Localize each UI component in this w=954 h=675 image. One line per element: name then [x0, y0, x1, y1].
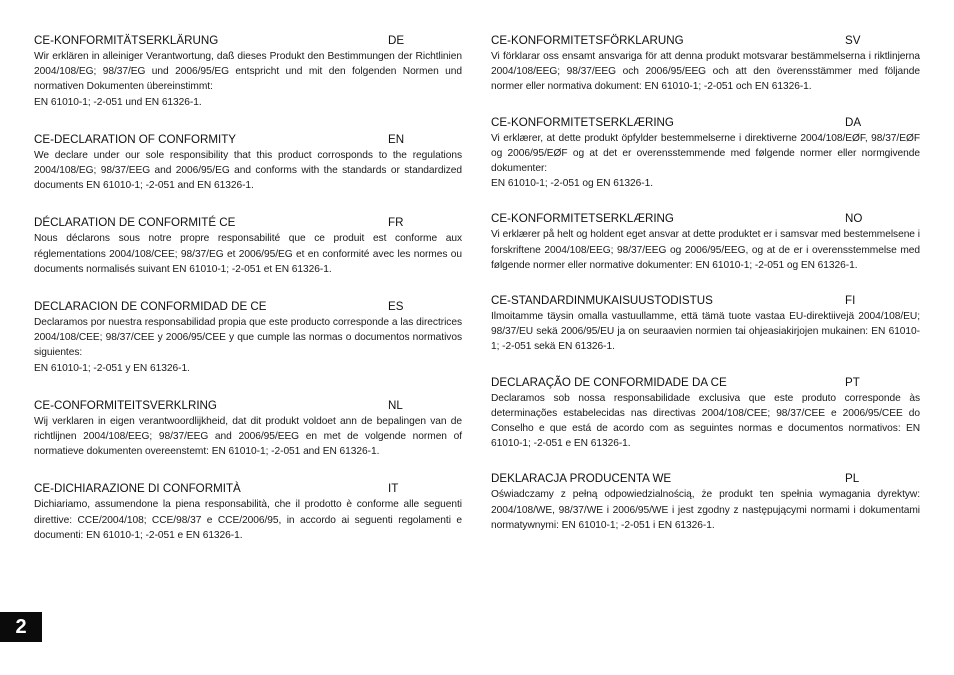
section-body [34, 315, 462, 376]
section-body [491, 227, 920, 273]
section-title: CE-KONFORMITETSFÖRKLARUNG [491, 34, 684, 47]
language-code: ES [388, 300, 404, 314]
language-code: PT [845, 375, 860, 389]
section-body [34, 497, 462, 543]
section-heading [34, 132, 462, 147]
language-code: FI [845, 294, 856, 308]
language-code: NO [845, 212, 863, 226]
section-title: DECLARAÇÃO DE CONFORMIDADE DA CE [491, 375, 727, 389]
declaration-text: Vi erklærer, at dette produkt öpfylder bestemmelserne i direktiverne 2004/108/EØF, 98/37/EØF og 2006/95/EØF og at det er overensstemmende med følgende normer eller normgivende dokumenter: [491, 132, 920, 175]
declaration-text: Declaramos por nuestra responsabilidad propia que este producto corresponde a las directrices 2004/108/CEE; 98/37/CEE y 2006/95/CEE y que cumple las normas o documentos normativos siguientes: [34, 317, 462, 359]
declaration-text: Vi erklærer på helt og holdent eget ansvar at dette produktet er i samsvar med bestemmelsene i forskriftene 2004/108/EEG; 98/37/EEG og 2006/95/EEG, og at de er i overensstemmelse med følgende normer eller normative dokumenter: EN 61010-1; -2-051 og EN 61326-1. [491, 229, 920, 271]
declaration-text: Declaramos sob nossa responsabilidade exclusiva que este produto corresponde às determinações estabelecidas nas directivas 2004/108/CEE; 98/37/CEE e 2006/95/CEE do Conselho e que está de acordo com as seguintes normas e documentos normativos: EN 61010-1; -2-051 e EN 61326-1. [491, 392, 920, 450]
section-title: CE-KONFORMITETSERKLÆRING [491, 115, 674, 129]
standards-line: EN 61010-1; -2-051 und EN 61326-1. [34, 96, 202, 108]
section-title: CE-KONFORMITETSERKLÆRING [491, 212, 674, 226]
section-body [491, 131, 920, 192]
section-heading [491, 115, 920, 130]
right-column [491, 33, 920, 553]
declaration-da [491, 115, 920, 192]
language-code: PL [845, 472, 860, 486]
left-column [34, 33, 462, 565]
language-code: FR [388, 216, 404, 230]
declaration-text: We declare under our sole responsibility that this product corrosponds to the regulations 2004/108/EG; 98/37/EEG and 2006/95/EG and conforms with the standards or standardized documents EN 61010-1; -2-051 and EN 61326-1. [34, 149, 462, 192]
language-code: IT [388, 482, 399, 496]
declaration-pl [491, 471, 920, 533]
declaration-text: Ilmoitamme täysin omalla vastuullamme, että tämä tuote vastaa EU-direktiivejä 2004/108/EU; 98/37/EU sekä 2006/95/EU ja on seuraavien normien tai ohjeasiakirjojen mukainen: EN 61010-1; -2-051 sekä EN 61326-1. [491, 311, 920, 353]
declaration-fi [491, 293, 920, 355]
section-title: CE-DECLARATION OF CONFORMITY [34, 132, 237, 146]
section-heading [34, 299, 462, 314]
section-heading [491, 293, 920, 308]
standards-line: EN 61010-1; -2-051 y EN 61326-1. [34, 362, 190, 374]
section-body [491, 487, 920, 533]
declaration-fr [34, 215, 462, 277]
section-heading [34, 33, 462, 48]
section-body [34, 148, 462, 194]
section-title: CE-DICHIARAZIONE DI CONFORMITÀ [34, 482, 241, 496]
section-body [491, 309, 920, 355]
section-body [34, 49, 462, 110]
section-heading [491, 375, 920, 390]
section-heading [34, 481, 462, 496]
language-code: EN [388, 132, 405, 146]
declaration-sv [491, 33, 920, 95]
declaration-es [34, 299, 462, 376]
section-body [34, 414, 462, 460]
section-title: CE-STANDARDINMUKAISUUSTODISTUS [491, 294, 713, 308]
declaration-text: Vi förklarar oss ensamt ansvariga för att denna produkt motsvarar bestämmelserna i riktlinjerna 2004/108/EEG; 98/37/EEG och 2006/95/EEG och att den överensstämmer med följande normer eller normativa dokument: EN 61010-1; -2-051 och EN 61326-1. [491, 51, 920, 93]
section-body [491, 391, 920, 452]
section-title: DEKLARACJA PRODUCENTA WE [491, 472, 672, 486]
declaration-no [491, 211, 920, 273]
section-title: CE-CONFORMITEITSVERKLRING [34, 398, 217, 412]
declaration-text: Wij verklaren in eigen verantwoordlijkheid, dat dit produkt voldoet ann de bepalingen van de richtlijnen 2004/108/EEG; 98/37/EEG and 2006/95/EEG en met de volgende normen of normatieve dokumenten overeenstemt: EN 61010-1; -2-051 and EN 61326-1. [34, 415, 462, 458]
section-heading [491, 33, 920, 48]
section-body [34, 231, 462, 277]
section-heading [34, 398, 462, 413]
language-code: SV [845, 34, 861, 47]
section-title: CE-KONFORMITÄTSERKLÄRUNG [34, 34, 219, 47]
language-code: NL [388, 398, 403, 412]
section-heading [491, 471, 920, 486]
language-code: DE [388, 34, 405, 47]
section-heading [34, 215, 462, 230]
declaration-pt [491, 375, 920, 452]
language-code: DA [845, 115, 862, 129]
section-title: DÉCLARATION DE CONFORMITÉ CE [34, 216, 236, 230]
section-body [491, 49, 920, 95]
declaration-nl [34, 398, 462, 460]
declaration-text: Wir erklären in alleiniger Verantwortung, daß dieses Produkt den Bestimmungen der Richtlinien 2004/108/EG; 98/37/EG und 2006/95/EG entspricht und mit den folgenden Normen und normativen Dokumenten übereinstimmt: [34, 51, 462, 93]
declaration-text: Oświadczamy z pełną odpowiedzialnością, że produkt ten spełnia wymagania dyrektyw: 2004/108/WE, 98/37/WE i 2006/95/WE i jest zgodny z następującymi normami i dokumentami normatywnymi: EN 61010-1; -2-051 i EN 61326-1. [491, 489, 920, 531]
declaration-de [34, 33, 462, 110]
declaration-text: Nous déclarons sous notre propre responsabilité que ce produit est conforme aux réglementations 2004/108/CEE; 98/37/EG et 2006/95/EG et en conformité avec les normes ou documents normalisés suivant EN 61010-1; -2-051 et EN 61326-1. [34, 233, 462, 275]
page-number: 2 [0, 612, 42, 642]
section-title: DECLARACION DE CONFORMIDAD DE CE [34, 300, 267, 314]
section-heading [491, 211, 920, 226]
declaration-en [34, 132, 462, 194]
declaration-it [34, 481, 462, 543]
standards-line: EN 61010-1; -2-051 og EN 61326-1. [491, 178, 654, 190]
declaration-text: Dichiariamo, assumendone la piena responsabilità, che il prodotto è conforme alle seguenti direttive: CCE/2004/108; CCE/98/37 e CCE/2006/95, in accordo ai seguenti regolamenti e documenti: EN 61010-1; -2-051 e EN 61326-1. [34, 499, 462, 541]
